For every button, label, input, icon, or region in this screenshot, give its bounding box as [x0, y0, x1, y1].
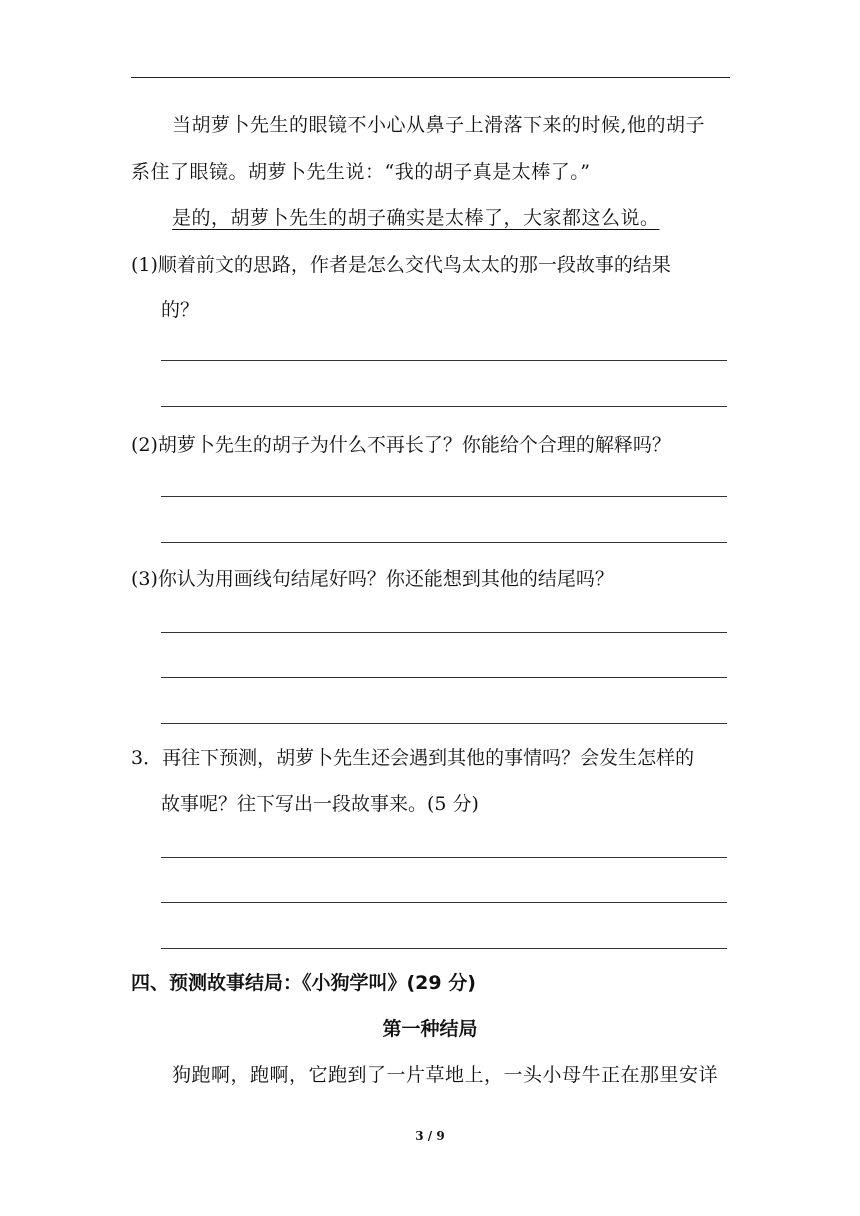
question-3: (3)你认为用画线句结尾好吗？你还能想到其他的结尾吗？	[131, 568, 614, 590]
item-3-line-2: 故事呢？往下写出一段故事来。(5 分)	[161, 793, 479, 815]
answer-line[interactable]	[161, 406, 727, 407]
story-paragraph-line-2: 系住了眼镜。胡萝卜先生说：“我的胡子真是太棒了。”	[131, 161, 591, 183]
answer-line[interactable]	[161, 857, 727, 858]
answer-line[interactable]	[161, 360, 727, 361]
answer-line[interactable]	[161, 542, 727, 543]
answer-line[interactable]	[161, 632, 727, 633]
page-number: 3 / 9	[415, 1129, 445, 1143]
answer-line[interactable]	[161, 677, 727, 678]
section-4-heading: 四、预测故事结局：《小狗学叫》(29 分)	[131, 972, 476, 994]
ending-text-line-1: 狗跑啊，跑啊，它跑到了一片草地上，一头小母牛正在那里安详	[172, 1064, 719, 1086]
answer-line[interactable]	[161, 723, 727, 724]
header-rule	[131, 77, 730, 78]
question-1-line-2: 的？	[161, 299, 200, 321]
ending-subheading: 第一种结局	[382, 1018, 478, 1040]
underlined-ending-sentence: 是的，胡萝卜先生的胡子确实是太棒了，大家都这么说。	[172, 207, 660, 229]
question-1-line-1: (1)顺着前文的思路，作者是怎么交代鸟太太的那一段故事的结果	[131, 254, 671, 276]
answer-line[interactable]	[161, 496, 727, 497]
story-paragraph-line-1: 当胡萝卜先生的眼镜不小心从鼻子上滑落下来的时候,他的胡子	[172, 114, 706, 136]
item-3-line-1: 3．再往下预测，胡萝卜先生还会遇到其他的事情吗？会发生怎样的	[131, 747, 695, 769]
question-2: (2)胡萝卜先生的胡子为什么不再长了？你能给个合理的解释吗？	[131, 434, 671, 456]
answer-line[interactable]	[161, 902, 727, 903]
answer-line[interactable]	[161, 948, 727, 949]
